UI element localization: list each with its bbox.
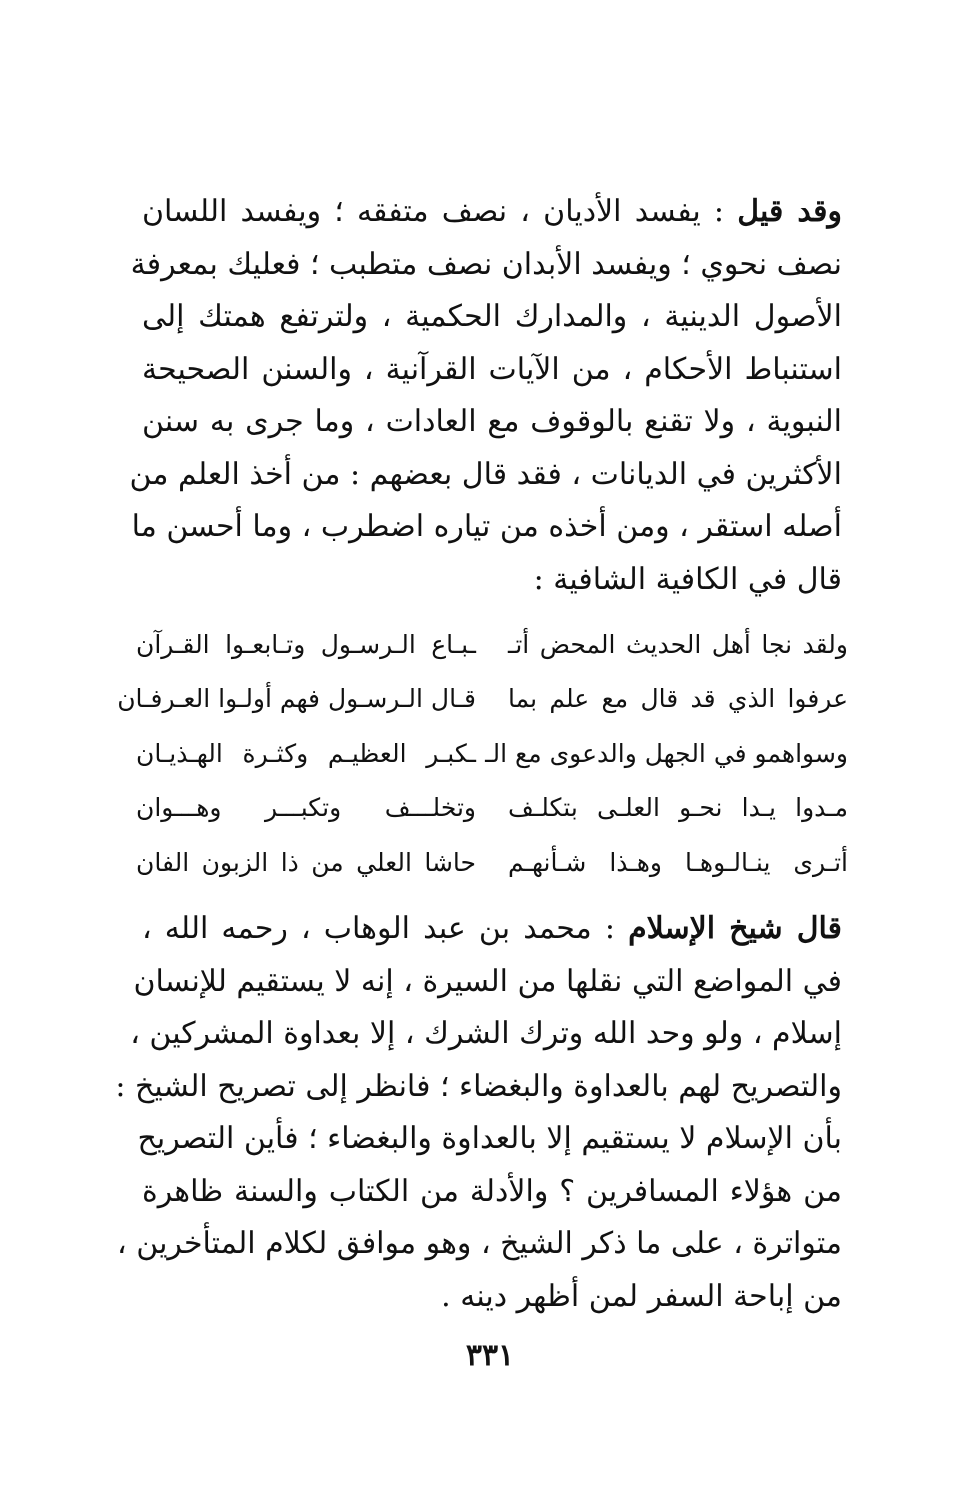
paragraph-line [142, 903, 842, 956]
verse-second-hemistich: ـكبـر العظيـم وكثـرة الهـذيـان [136, 738, 476, 768]
paragraph-text: : محمد بن عبد الوهاب ، رحمه الله ، [142, 911, 629, 946]
verse-second-hemistich: قـال الـرسـول فهم أولـوا العـرفـان [117, 684, 476, 714]
paragraph-line: والتصريح لهم بالعداوة والبغضاء ؛ فانظر إلى تصريح الشيخ : [115, 1068, 842, 1104]
paragraph-line [142, 186, 842, 239]
verse-first-hemistich: ولقد نجا أهل الحديث المحض أتـ [508, 629, 848, 659]
paragraph-line: الأكثرين في الديانات ، فقد قال بعضهم : من أخذ العلم من [129, 456, 842, 492]
verse-first-hemistich: وسواهمو في الجهل والدعوى مع الـ [485, 738, 848, 768]
verse-first-hemistich: عرفوا الذي قد قال مع علم بما [508, 684, 848, 714]
verse-first-hemistich: مـدوا يـدا نحـو العلـى بتكلـف [508, 793, 848, 823]
poem [117, 617, 848, 890]
paragraph-lead: قال شيخ الإسلام [628, 911, 842, 946]
poem-verse [136, 726, 848, 781]
page-number: ٣٣١ [465, 1338, 515, 1373]
paragraph-line: نصف نحوي ؛ ويفسد الأبدان نصف متطبب ؛ فعليك بمعرفة [130, 246, 842, 282]
paragraph-line: استنباط الأحكام ، من الآيات القرآنية ، والسنن الصحيحة [142, 351, 842, 387]
verse-second-hemistich: حاشا العلي من ذا الزبون الفان [136, 847, 476, 877]
verse-first-hemistich: أتـرى ينـالـوهـا وهـذا شـأنهـم [508, 847, 848, 877]
poem-verse [136, 617, 848, 672]
verse-second-hemistich: ـبـاع الـرسـول وتـابعـوا القـرآن [136, 629, 476, 659]
paragraph-text: : يفسد الأديان ، نصف متفقه ؛ ويفسد اللسان [142, 194, 738, 229]
paragraph-line: في المواضع التي نقلها من السيرة ، إنه لا يستقيم للإنسان [133, 963, 842, 999]
paragraph-line: النبوية ، ولا تقنع بالوقوف مع العادات ، وما جرى به سنن [142, 404, 842, 439]
poem-verse [136, 835, 848, 890]
paragraph-1 [129, 186, 843, 606]
paragraph-2 [115, 903, 842, 1323]
paragraph-lead: وقد قيل [737, 194, 843, 229]
paragraph-line: من هؤلاء المسافرين ؟ والأدلة من الكتاب والسنة ظاهرة [142, 1173, 842, 1209]
paragraph-line: بأن الإسلام لا يستقيم إلا بالعداوة والبغضاء ؛ فأين التصريح [137, 1121, 842, 1156]
verse-second-hemistich: وتخلـــف وتكبـــر وهـــوان [136, 793, 476, 823]
poem-verse [136, 781, 848, 836]
poem-verse [117, 672, 848, 727]
paragraph-line: أصله استقر ، ومن أخذه من تياره اضطرب ، وما أحسن ما [131, 509, 842, 544]
paragraph-line: قال في الكافية الشافية : [533, 561, 842, 597]
paragraph-line: الأصول الدينية ، والمدارك الحكمية ، ولترتفع همتك إلى [142, 299, 842, 334]
paragraph-line: من إباحة السفر لمن أظهر دينه . [441, 1278, 842, 1314]
paragraph-line: متواترة ، على ما ذكر الشيخ ، وهو موافق لكلام المتأخرين ، [117, 1226, 842, 1261]
paragraph-line: إسلام ، ولو وحد الله وترك الشرك ، إلا بعداوة المشركين ، [130, 1016, 842, 1051]
